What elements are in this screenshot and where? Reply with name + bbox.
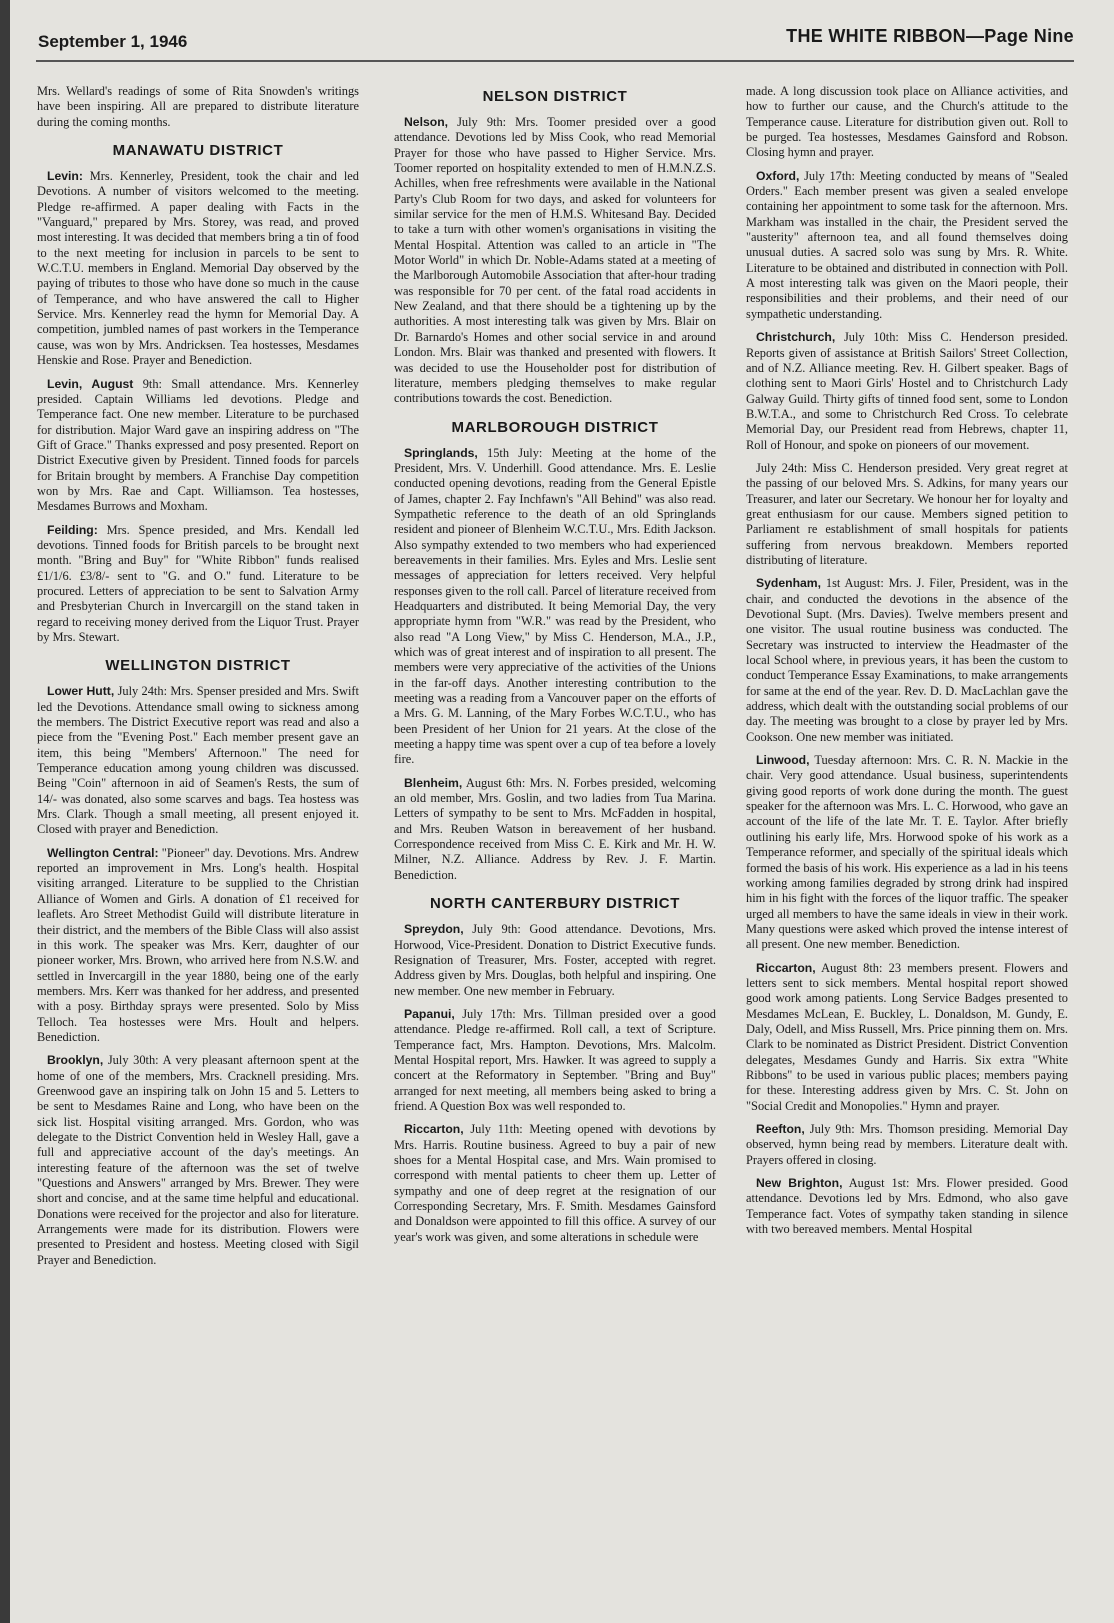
report-place: Levin, August xyxy=(47,376,134,391)
running-head: THE WHITE RIBBON—Page Nine xyxy=(786,26,1074,46)
report-body: July 9th: Mrs. Thomson presiding. Memorial Day observed, hymn being read by members. Literature dealt with. Prayers offered in closing. xyxy=(746,1122,1068,1167)
report-body: August 8th: 23 members present. Flowers and letters sent to sick members. Mental hospital report showed good work among patients. Long Service Badges presented to Mesdames McLean, E. Buckley, L. Donaldson, M. Gundy, E. Daly, Odell, and Miss Russell, Mrs. Price pinning them on. Mrs. Clark to be nominated as District President. District Convention delegates, Mesdames Gundy and Harris. Six extra "White Ribbons" to be used in various public places; members paying for these. Interesting address given by Mrs. C. St. John on "Social Credit and Monopolies." Hymn and prayer. xyxy=(746,960,1068,1113)
section-heading-nelson: NELSON DISTRICT xyxy=(482,88,628,105)
report-lower-hutt xyxy=(37,684,359,837)
report-place: Sydenham, xyxy=(756,576,822,591)
report-place: Nelson, xyxy=(404,115,449,129)
report-linwood xyxy=(746,753,1068,952)
report-place: Blenheim, xyxy=(404,775,463,790)
report-nelson xyxy=(394,115,716,407)
report-brooklyn xyxy=(37,1053,359,1268)
report-body: August 1st: Mrs. Flower presided. Good attendance. Devotions led by Mrs. Edmond, who also gave Temperance fact. Votes of sympathy taken standing in silence with two bereaved members. Mental Hospital xyxy=(746,1176,1068,1237)
header-rule xyxy=(36,60,1074,62)
report-place: Linwood, xyxy=(756,753,810,768)
report-body: Tuesday afternoon: Mrs. C. R. N. Mackie in the chair. Very good attendance. Usual business, superintendents giving good reports of work done during the month. The guest speaker for the afternoon was Mrs. L. C. Horwood, who gave an account of the life of the late Mr. T. E. Taylor. After briefly outlining his early life, Mrs. Horwood spoke of his work as a Temperance reformer, and specially of the spiritual ideals which formed the basis of his work. His experience as a lad in his teens working among families degraded by strong drink had inspired him in his fight with the forces of the liquor traffic. The speaker urged all members to have the same ideals in view in their work. Many questions were asked which proved the intense interest of all present. One new member. Benediction. xyxy=(746,753,1068,952)
report-place: Christchurch, xyxy=(756,330,836,345)
report-body: July 17th: Mrs. Tillman presided over a good attendance. Pledge re-affirmed. Roll call, a text of Scripture. Temperance fact, Mrs. Hampton. Devotions, Mrs. Malcolm. Mental Hospital report, Mrs. Hawker. It was agreed to supply a concert at the Reformatory in September. "Bring and Buy" arranged for next meeting, all members being asked to bring a friend. A Question Box was well responded to. xyxy=(394,1006,716,1113)
column-1 xyxy=(37,84,359,1604)
report-place: Riccarton, xyxy=(404,1122,464,1137)
report-body: August 6th: Mrs. N. Forbes presided, welcoming an old member, Mrs. Goslin, and two ladies from Tua Marina. Letters of sympathy to be sent to Mrs. McFadden in hospital, and Mrs. Reuben Watson in bereavement of her husband. Correspondence received from Miss C. E. Kirk and Mr. H. W. Milner, N.Z. Alliance. Address by Rev. J. F. Martin. Benediction. xyxy=(394,775,716,882)
report-papanui xyxy=(394,1007,716,1114)
report-place: Feilding: xyxy=(47,522,98,537)
report-sydenham xyxy=(746,576,1068,745)
report-body: July 11th: Meeting opened with devotions by Mrs. Harris. Routine business. Agreed to buy a pair of new shoes for a Mental Hospital case, and Mrs. Wain promised to correspond with mental patients to cheer them up. Letter of sympathy and one of deep regret at the resignation of our Corresponding Secretary, Mrs. F. Smith. Mesdames Gainsford and Donaldson were appointed to fill this office. A survey of our year's work was given, and some alterations in schedule were xyxy=(394,1122,716,1244)
report-place: Levin: xyxy=(47,169,83,184)
report-body: 9th: Small attendance. Mrs. Kennerley presided. Captain Williams led devotions. Pledge and Temperance fact. One new member. Literature to be purchased for distribution. Major Ward gave an inspiring address on "The Gift of Grace." Thanks expressed and posy presented. Report on District Executive given by President. Tinned foods for parcels for Britain brought by members. A Franchise Day competition won by Mrs. Rae and Capt. Williamson. Tea hostesses, Mesdames Burrows and Moxham. xyxy=(37,376,359,514)
report-body: July 30th: A very pleasant afternoon spent at the home of one of the members, Mrs. Cracknell presiding. Mrs. Greenwood gave an inspiring talk on John 15 and 5. Letters to be sent to Mesdames Raine and Long, who have been on the sick list. Hospital visiting arranged. Mrs. Gordon, who was delegate to the District Convention held in Wesley Hall, gave a full and appreciative account of the day's meetings. An interesting feature of the afternoon was the set of twelve "Questions and Answers" arranged by Mrs. Brewer. They were short and concise, and at the same time helpful and educational. Donations were received for the projector and also for literature. Arrangements were made for its distribution. Flowers were presented to President and hostess. Meeting closed with Sigil Prayer and Benediction. xyxy=(37,1053,359,1267)
report-new-brighton xyxy=(746,1176,1068,1237)
report-place: Brooklyn, xyxy=(47,1053,104,1068)
report-body: 1st August: Mrs. J. Filer, President, was in the chair, and conducted the devotions in the absence of the Devotional Supt. (Mrs. Davies). Twelve members present and one visitor. The usual routine business was conducted. The Secretary was instructed to interview the Headmaster of the local School where, in previous years, it has been the custom to conduct Temperance Essay Examinations, to make arrangements for same at the end of the year. Rev. D. D. MacLachlan gave the address, which dealt with the outstanding social problems of our day. The meeting was brought to a close by prayer led by Mrs. Cookson. One new member was initiated. xyxy=(746,576,1068,744)
report-body: July 24th: Mrs. Spenser presided and Mrs. Swift led the Devotions. Attendance small owing to sickness among the members. The District Executive report was read and also a piece from the "Evening Post." Each member present gave an item, this being "Members' Afternoon." The need for Temperance education among young children was discussed. Being "Coin" afternoon in aid of Seamen's Rests, the sum of 14/- was donated, also some scarves and bags. Tea hostess was Mrs. Clark. Though a small meeting, all present enjoyed it. Closed with prayer and Benediction. xyxy=(37,684,359,837)
report-riccarton-july xyxy=(394,1122,716,1245)
report-place: New Brighton, xyxy=(756,1176,843,1191)
column-2 xyxy=(394,84,716,1604)
report-place: Oxford, xyxy=(756,168,800,183)
report-body: July 9th: Good attendance. Devotions, Mrs. Horwood, Vice-President. Donation to District Executive funds. Resignation of Treasurer, Mrs. Foster, accepted with regret. Address given by Mrs. Douglas, both helpful and inspiring. One new member. One new member in February. xyxy=(394,922,716,998)
report-place: Wellington Central: xyxy=(47,845,159,860)
report-oxford xyxy=(746,169,1068,322)
report-body: July 9th: Mrs. Toomer presided over a good attendance. Devotions led by Miss Cook, who read Memorial Prayer for those who have passed to Higher Service. Mrs. Toomer reported on hospitality extended to men of H.M.N.Z.S. Achilles, when free refreshments were available in the National Party's Club Room for two days, and asked for volunteers for similar service for the men of H.M.S. Whitesand Bay. Decided to take a turn with other women's organisations in visiting the Mental Hospital. Attention was called to an article in "The Motor World" in which Dr. Noble-Adams stated at a meeting of the Marlborough Automobile Association that after-hour trading was responsible for 70 per cent. of the fatal road accidents in New Zealand, and that there should be a tightening up by the authorities. A most interesting talk was given by Mrs. Blair on Dr. Barnardo's Homes and other social service in and around London. Mrs. Blair was thanked and presented with flowers. It was decided to use the Householder post for distribution of literature, members pledging themselves to make regular contributions towards the cost. Benediction. xyxy=(394,115,716,406)
report-body: "Pioneer" day. Devotions. Mrs. Andrew reported an improvement in Mrs. Long's health. Hospital visiting arranged. Literature to be supplied to the Christian Alliance of Women and Girls. A donation of £1 received for leaflets. Aro Street Methodist Guild will distribute literature in their district, and the members of the Bible Class will also assist in this work. The speaker was Mrs. Kerr, daughter of our pioneer worker, Mrs. Brown, who arrived here from N.S.W. and settled in Invercargill in the year 1880, being one of the early members. Mrs. Kerr was thanked for her address, and presented with a posy. Birthday sprays were presented. Solo by Miss Telloch. Tea hostesses were Mrs. Hoult and helpers. Benediction. xyxy=(37,845,359,1044)
continued-paragraph: made. A long discussion took place on Alliance activities, and how to further our cause, and the Church's attitude to the Temperance cause. Literature for distribution given out. Roll to be purged. Tea hostesses, Mesdames Gainsford and Robson. Closing hymn and prayer. xyxy=(746,84,1068,160)
page-binding-edge xyxy=(0,0,10,1623)
continued-paragraph: Mrs. Wellard's readings of some of Rita Snowden's writings have been inspiring. All are prepared to distribute literature during the coming months. xyxy=(37,84,359,129)
report-place: Papanui, xyxy=(404,1006,455,1021)
report-body: 15th July: Meeting at the home of the President, Mrs. V. Underhill. Good attendance. Mrs. E. Leslie conducted opening devotions, reading from the General Epistle of James, chapter 2. Fay Inchfawn's "All Behind" was also read. Sympathetic reference to the death of an old Springlands resident and pioneer of Blenheim W.C.T.U., Mrs. Edith Jackson. Also sympathy extended to two members who had experienced bereavements in their families. Mrs. Eyles and Mrs. Leslie sent messages of appreciation for letters received. Very helpful responses given to the roll call. Parcel of literature received from Headquarters and distributed. It being Memorial Day, the very appropriate hymn from "W.R." was read by the President, who also read "A Long View," by Miss C. Henderson, M.A., J.P., which was of great interest and of inspiration to all present. The members were very appreciative of the activities of the Unions in the far-off days. Another interesting contribution to the meeting was a reading from a Vancouver paper on the efforts of a Mrs. G. M. Lanning, of the Mary Forbes W.C.T.U., who has been President of her Union for 21 years. At the close of the meeting a happy time was spent over a cup of tea before a lovely fire. xyxy=(394,445,716,767)
report-christchurch-july-24: July 24th: Miss C. Henderson presided. Very great regret at the passing of our beloved Mrs. S. Adkins, for many years our Treasurer, and later our Secretary. We honour her for loyalty and great enthusiasm for our cause. Members signed petition to Parliament re establishment of small hospitals for patients suffering from nervous breakdown. Members reported distributing of literature. xyxy=(746,460,1068,567)
report-place: Reefton, xyxy=(756,1122,805,1136)
section-heading-marlborough: MARLBOROUGH DISTRICT xyxy=(451,418,659,436)
section-heading-manawatu: MANAWATU DISTRICT xyxy=(112,142,284,160)
report-place: Spreydon, xyxy=(404,922,464,937)
page-header xyxy=(38,22,1074,52)
report-spreydon xyxy=(394,922,716,999)
report-body: July 10th: Miss C. Henderson presided. Reports given of assistance at British Sailors' Street Collection, and of N.Z. Alliance meeting. Rev. H. Gilbert speaker. Bags of clothing sent to Maori Girls' Hostel and to Christchurch Lady Galway Guild. Thirty gifts of tinned food sent, some to London B.W.T.A., and some to Christchurch Red Cross. To celebrate Memorial Day, our President read from Hebrews, chapter 11, Roll of Honour, and spoke on pioneers of our movement. xyxy=(746,330,1068,452)
report-levin xyxy=(37,169,359,368)
report-riccarton-august xyxy=(746,961,1068,1114)
report-blenheim xyxy=(394,776,716,883)
report-feilding xyxy=(37,523,359,646)
report-wellington-central xyxy=(37,846,359,1045)
column-3 xyxy=(746,84,1068,1604)
report-levin-august xyxy=(37,377,359,515)
section-heading-north-canterbury: NORTH CANTERBURY DISTRICT xyxy=(430,895,680,913)
section-heading-wellington: WELLINGTON DISTRICT xyxy=(105,657,291,675)
report-place: Lower Hutt, xyxy=(47,684,115,699)
report-body: July 17th: Meeting conducted by means of "Sealed Orders." Each member present was given a sealed envelope containing her appointment to some task for the afternoon. Mrs. Markham was installed in the chair, the President served the "austerity" afternoon tea, and all found themselves doing unusual duties. A sacred solo was sung by Mrs. R. White. Literature to be obtained and distributed in connection with Poll. A most interesting talk was given on the Maori people, their responsibilities and their problems, and their need of our sympathetic understanding. xyxy=(746,168,1068,321)
issue-date: September 1, 1946 xyxy=(38,32,188,51)
report-place: Riccarton, xyxy=(756,960,816,975)
report-place: Springlands, xyxy=(404,445,478,460)
report-christchurch xyxy=(746,330,1068,453)
report-body: Mrs. Spence presided, and Mrs. Kendall led devotions. Tinned foods for British parcels to be brought next month. "Bring and Buy" for "White Ribbon" funds realised £1/1/6. £3/8/- sent to "G. and O." fund. Literature to be procured. Letters of appreciation to be sent to Salvation Army and Presbyterian Church in Invercargill on the stand taken in regard to receiving money derived from the Liquor Trust. Prayer by Mrs. Stewart. xyxy=(37,522,359,644)
report-reefton xyxy=(746,1122,1068,1168)
report-springlands xyxy=(394,446,716,768)
report-body: Mrs. Kennerley, President, took the chair and led Devotions. A number of visitors welcomed to the meeting. Pledge re-affirmed. A paper dealing with Facts in the "Vanguard," prepared by Mrs. Storey, was read, and proved most interesting. It was decided that members bring a tin of food to the next meeting for inclusion in parcels to be sent to W.C.T.U. members in England. Memorial Day observed by the paying of tributes to those who have done so much in the cause of Temperance, and who have answered the call to Higher Service. Mrs. Kennerley read the hymn for Memorial Day. A competition, jumbled names of past workers in the Temperance cause, was won by Mrs. Andricksen. Tea hostesses, Mesdames Henskie and Rose. Prayer and Benediction. xyxy=(37,169,359,368)
